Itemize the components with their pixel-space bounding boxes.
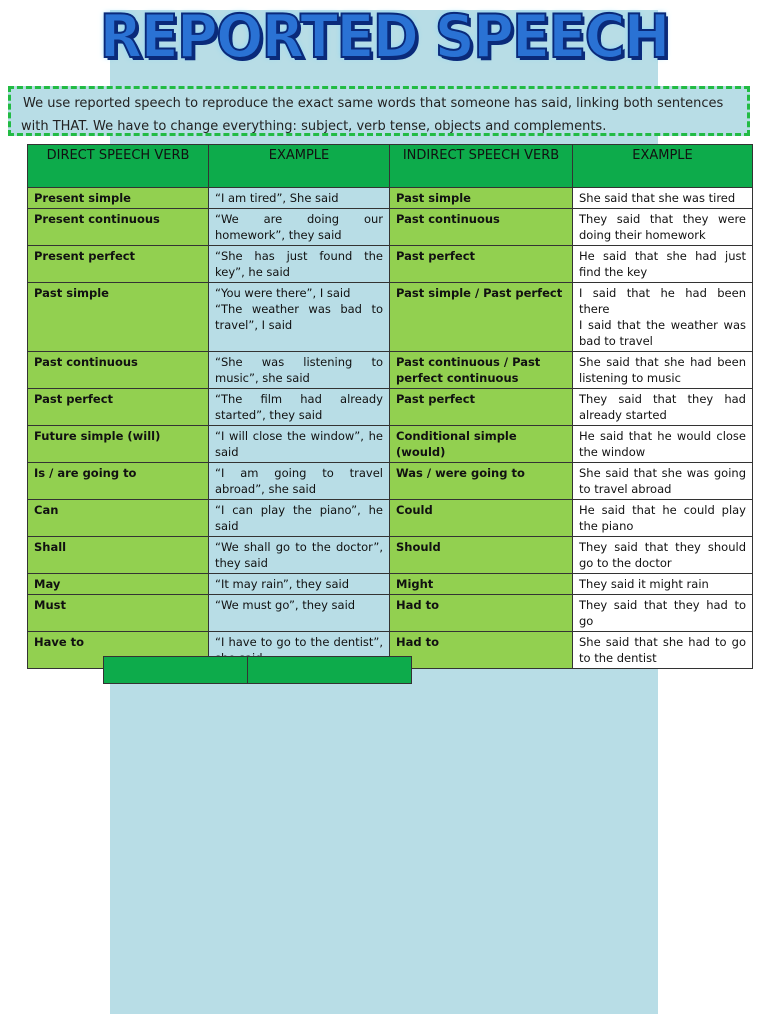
direct-verb-cell: Have to	[28, 632, 209, 669]
indirect-verb-cell: Might	[390, 574, 573, 595]
example-line: They said it might rain	[579, 577, 709, 591]
header-direct-verb: DIRECT SPEECH VERB	[28, 145, 209, 188]
example-line: He said that she had just find the key	[579, 249, 746, 279]
example-line: He said that he could play the piano	[579, 503, 746, 533]
footer-divider	[247, 657, 248, 683]
table-row	[28, 537, 753, 574]
indirect-verb-cell: Past simple / Past perfect	[390, 283, 573, 352]
indirect-example-cell	[573, 188, 753, 209]
indirect-verb-cell: Past perfect	[390, 246, 573, 283]
example-line: “I will close the window”, he said	[215, 429, 383, 459]
indirect-verb-cell: Past perfect	[390, 389, 573, 426]
direct-example-cell	[209, 537, 390, 574]
footer-box	[103, 656, 412, 684]
table-row	[28, 500, 753, 537]
direct-verb-cell: Present continuous	[28, 209, 209, 246]
example-line: They said that they should go to the doctor	[579, 540, 746, 570]
table-row	[28, 574, 753, 595]
example-line: “It may rain”, they said	[215, 577, 349, 591]
direct-example-cell	[209, 283, 390, 352]
direct-example-cell	[209, 389, 390, 426]
indirect-verb-cell: Past continuous / Past perfect continuous	[390, 352, 573, 389]
header-example-2: EXAMPLE	[573, 145, 753, 188]
direct-verb-cell: Past simple	[28, 283, 209, 352]
indirect-example-cell	[573, 500, 753, 537]
table-row	[28, 188, 753, 209]
direct-verb-cell: Can	[28, 500, 209, 537]
indirect-verb-cell: Past simple	[390, 188, 573, 209]
example-line: I said that he had been there	[579, 286, 746, 316]
direct-example-cell	[209, 352, 390, 389]
indirect-example-cell	[573, 574, 753, 595]
example-line: “The weather was bad to travel”, I said	[215, 302, 383, 332]
table-row	[28, 463, 753, 500]
indirect-verb-cell: Could	[390, 500, 573, 537]
example-line: They said that they had already started	[579, 392, 746, 422]
example-line: “You were there”, I said	[215, 286, 351, 300]
example-line: “She was listening to music”, she said	[215, 355, 383, 385]
indirect-verb-cell: Was / were going to	[390, 463, 573, 500]
example-line: I said that the weather was bad to travel	[579, 318, 746, 348]
direct-example-cell	[209, 463, 390, 500]
indirect-example-cell	[573, 463, 753, 500]
example-line: They said that they had to go	[579, 598, 746, 628]
example-line: She said that she was going to travel abroad	[579, 466, 746, 496]
direct-example-cell	[209, 426, 390, 463]
example-line: She said that she had to go to the dentist	[579, 635, 746, 665]
intro-box: We use reported speech to reproduce the exact same words that someone has said, linking both sentences with THAT. We have to change everything: subject, verb tense, objects and complements.	[8, 86, 750, 136]
indirect-example-cell	[573, 537, 753, 574]
reported-speech-table	[27, 144, 753, 669]
indirect-example-cell	[573, 209, 753, 246]
indirect-verb-cell: Should	[390, 537, 573, 574]
direct-example-cell	[209, 209, 390, 246]
example-line: “The film had already started”, they said	[215, 392, 383, 422]
example-line: “I am going to travel abroad”, she said	[215, 466, 383, 496]
table-row	[28, 246, 753, 283]
table-row	[28, 283, 753, 352]
table-header-row	[28, 145, 753, 188]
example-line: “We are doing our homework”, they said	[215, 212, 383, 242]
example-line: He said that he would close the window	[579, 429, 746, 459]
example-line: “We must go”, they said	[215, 598, 356, 612]
direct-verb-cell: Past perfect	[28, 389, 209, 426]
table-row	[28, 389, 753, 426]
indirect-example-cell	[573, 246, 753, 283]
direct-example-cell	[209, 246, 390, 283]
indirect-example-cell	[573, 426, 753, 463]
indirect-verb-cell: Past continuous	[390, 209, 573, 246]
direct-example-cell	[209, 574, 390, 595]
indirect-verb-cell: Had to	[390, 595, 573, 632]
example-line: “I am tired”, She said	[215, 191, 339, 205]
indirect-example-cell	[573, 352, 753, 389]
direct-verb-cell: May	[28, 574, 209, 595]
indirect-example-cell	[573, 632, 753, 669]
indirect-example-cell	[573, 283, 753, 352]
example-line: She said that she was tired	[579, 191, 736, 205]
direct-verb-cell: Future simple (will)	[28, 426, 209, 463]
example-line: “She has just found the key”, he said	[215, 249, 383, 279]
direct-verb-cell: Must	[28, 595, 209, 632]
table-row	[28, 426, 753, 463]
indirect-example-cell	[573, 595, 753, 632]
example-line: “I have to go to the dentist”,	[215, 635, 383, 649]
direct-verb-cell: Is / are going to	[28, 463, 209, 500]
example-line: They said that they were doing their homework	[579, 212, 746, 242]
direct-example-cell	[209, 595, 390, 632]
example-line: “I can play the piano”, he said	[215, 503, 383, 533]
direct-verb-cell: Past continuous	[28, 352, 209, 389]
header-indirect-verb: INDIRECT SPEECH VERB	[390, 145, 573, 188]
direct-verb-cell: Shall	[28, 537, 209, 574]
direct-verb-cell: Present perfect	[28, 246, 209, 283]
example-line: “We shall go to the doctor”, they said	[215, 540, 383, 570]
direct-example-cell	[209, 500, 390, 537]
header-example-1: EXAMPLE	[209, 145, 390, 188]
table-row	[28, 595, 753, 632]
indirect-example-cell	[573, 389, 753, 426]
table-row	[28, 209, 753, 246]
indirect-verb-cell: Had to	[390, 632, 573, 669]
direct-example-cell	[209, 188, 390, 209]
direct-verb-cell: Present simple	[28, 188, 209, 209]
table-row	[28, 352, 753, 389]
indirect-verb-cell: Conditional simple (would)	[390, 426, 573, 463]
page-title: REPORTED SPEECH	[99, 2, 669, 72]
example-line: She said that she had been listening to music	[579, 355, 746, 385]
